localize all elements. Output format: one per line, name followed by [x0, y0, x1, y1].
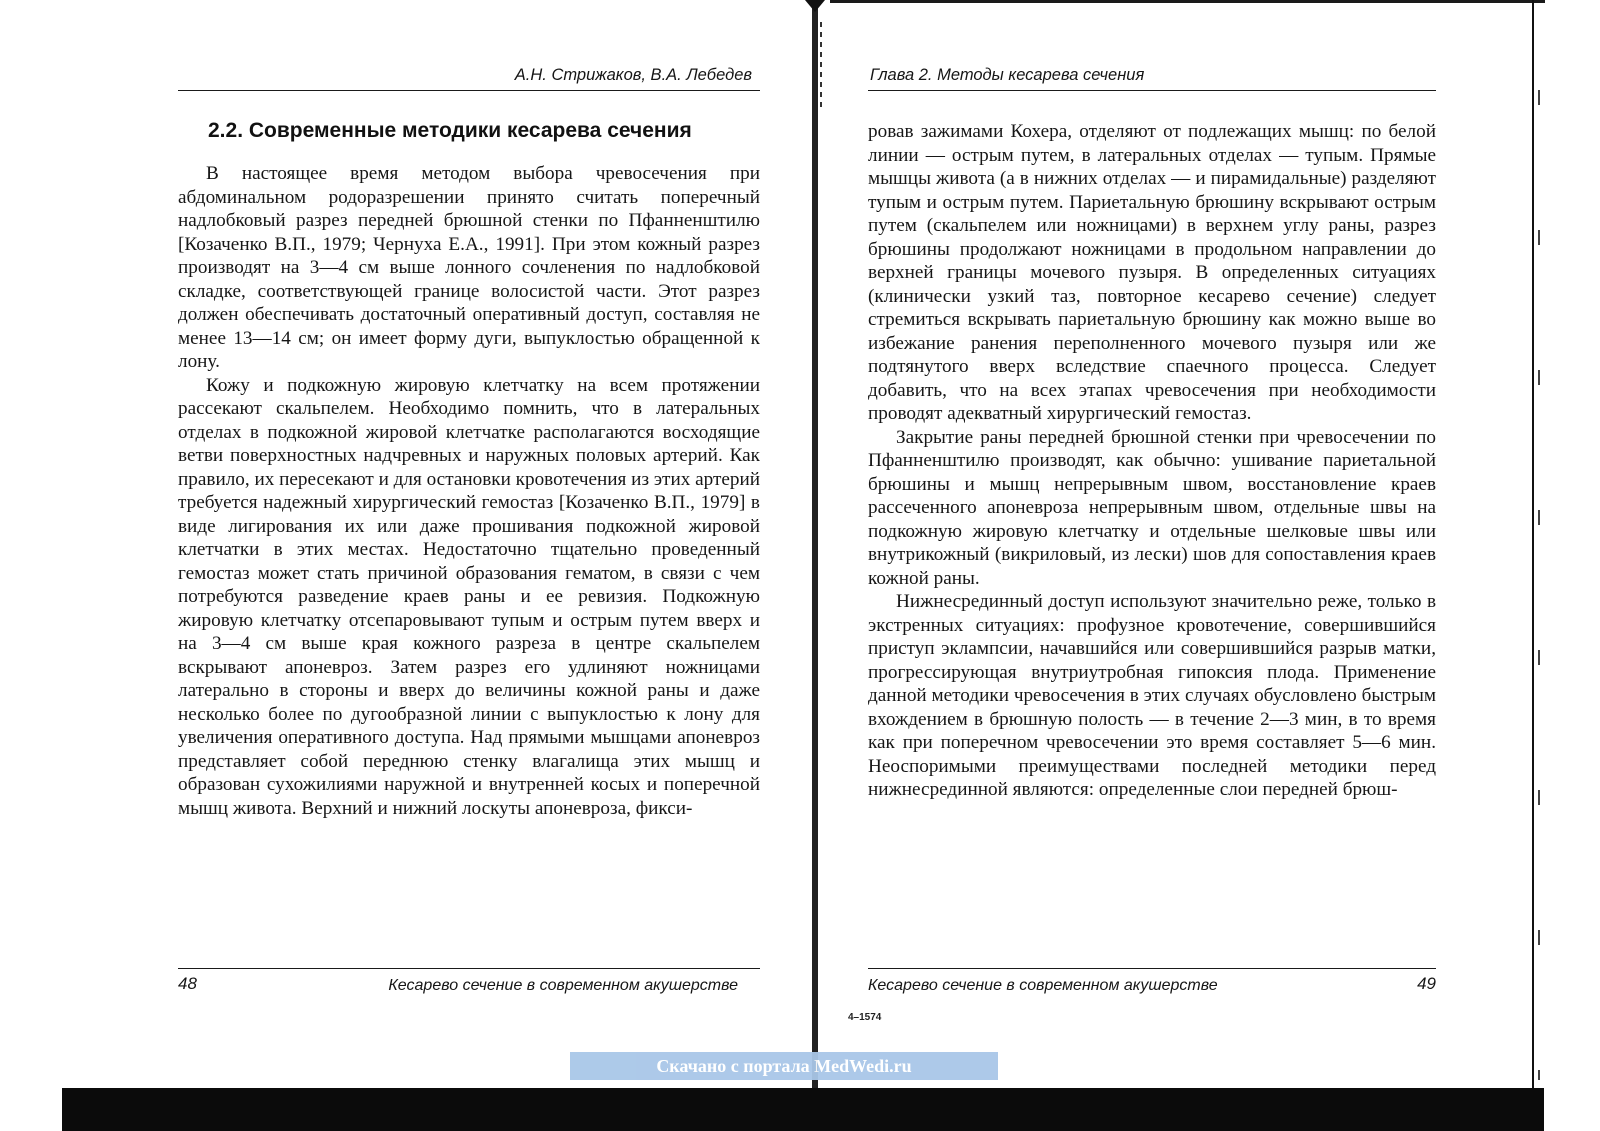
paragraph: Закрытие раны передней брюшной стенки при чревосечении по Пфанненштилю производят, как обычно: ушивание париетальной брюшины и мышц непрерывным швом, восстановление краев рассеченного апоневроза непрерывным швом, отдельные швы на подкожную жировую клетчатку и отдельные шелковые швы или внутрикожный (викриловый, из лески) шов для сопоставления краев кожной раны. — [868, 426, 1436, 589]
printer-signature-mark: 4–1574 — [848, 1012, 882, 1023]
left-body-text — [178, 162, 760, 820]
right-body-text — [868, 120, 1436, 802]
right-footer — [868, 968, 1436, 999]
paragraph: ровав зажимами Кохера, отделяют от подлежащих мышц: по белой линии — острым путем, в латеральных отделах — тупым. Прямые мышцы живота (а в нижних отделах — и пирамидальные) разделяют тупым и острым путем. Париетальную брюшину вскрывают острым путем (скальпелем или ножницами) в верхнем углу раны, разрез брюшины продолжают ножницами в продольном направлении до верхней границы мочевого пузыря. В определенных ситуациях (клинически узкий таз, повторное кесарево сечение) следует стремиться вскрывать париетальную брюшину как можно выше во избежание ранения переполненного мочевого пузыря или же подтянутого вверх вследствие спаечного процесса. Следует добавить, что на всех этапах чревосечения при необходимости проводят адекватный хирургический гемостаз. — [868, 121, 1436, 424]
page-number: 48 — [178, 974, 197, 993]
right-edge-marks — [1538, 30, 1540, 1080]
left-running-head: А.Н. Стрижаков, В.А. Лебедев — [178, 60, 760, 91]
spine-notch — [805, 0, 825, 12]
right-running-head: Глава 2. Методы кесарева сечения — [868, 60, 1436, 91]
footer-book-title: Кесарево сечение в современном акушерстве — [868, 977, 1218, 994]
paragraph: Кожу и подкожную жировую клетчатку на всем протяжении рассекают скальпелем. Необходимо помнить, что в латеральных отделах в подкожной жировой клетчатке располагаются восходящие ветви поверхностных надчревных и наружных половых артерий. Как правило, их пересекают и для остановки кровотечения из этих артерий требуется надежный хирургический гемостаз [Козаченко В.П., 1979] в виде лигирования их или даже прошивания подкожной жировой клетчатки в этих местах. Недостаточно тщательно проведенный гемостаз может стать причиной образования гематом, в связи с чем потребуются разведение краев раны и ее ревизия. Подкожную жировую клетчатку отсепаровывают тупым и острым путем вверх и на 3—4 см выше края кожного разреза в центре скальпелем вскрывают апоневроз. Затем разрез его удлиняют ножницами латерально в стороны и вверх до величины кожной раны и даже несколько более по дугообразной линии с выпуклостью к лону для увеличения оперативного доступа. Над прямыми мышцами апоневроз представляет собой переднюю стенку влагалища этих мышц и образован сухожилиями наружной и внутренней косых и поперечной мышц живота. Верхний и нижний лоскуты апоневроза, фикси- — [178, 374, 760, 819]
footer-book-title: Кесарево сечение в современном акушерстве — [388, 977, 738, 994]
scan-bottom-shadow — [62, 1088, 1544, 1131]
section-title: 2.2. Современные методики кесарева сечения — [208, 119, 692, 142]
left-footer — [178, 968, 760, 999]
right-page-edge — [1532, 0, 1534, 1131]
watermark-banner: Скачано с портала MedWedi.ru — [570, 1052, 998, 1080]
spine-binding-marks — [820, 22, 822, 112]
paragraph: В настоящее время методом выбора чревосечения при абдоминальном родоразрешении принято считать поперечный надлобковый разрез передней брюшной стенки по Пфанненштилю [Козаченко В.П., 1979; Чернуха Е.А., 1991]. При этом кожный разрез производят на 3—4 см выше лонного сочленения по надлобковой складке, соответствующей границе волосистой части. Этот разрез должен обеспечивать достаточный оперативный доступ, составляя не менее 13—14 см; он имеет форму дуги, выпуклостью обращенной к лону. — [178, 163, 760, 372]
paragraph: Нижнесрединный доступ используют значительно реже, только в экстренных ситуациях: профузное кровотечение, совершившийся приступ эклампсии, начавшийся или совершившийся разрыв матки, прогрессирующая внутриутробная гипоксия плода. Применение данной методики чревосечения в этих случаях обусловлено быстрым вхождением в брюшную полость — в течение 2—3 мин, в то время как при поперечном чревосечении это время составляет 5—6 мин. Неоспоримыми преимуществами последней методики перед нижнесрединной являются: определенные слои передней брюш- — [868, 591, 1436, 800]
book-spine — [812, 0, 818, 1131]
page-top-edge — [830, 0, 1545, 3]
page-number: 49 — [1417, 974, 1436, 993]
